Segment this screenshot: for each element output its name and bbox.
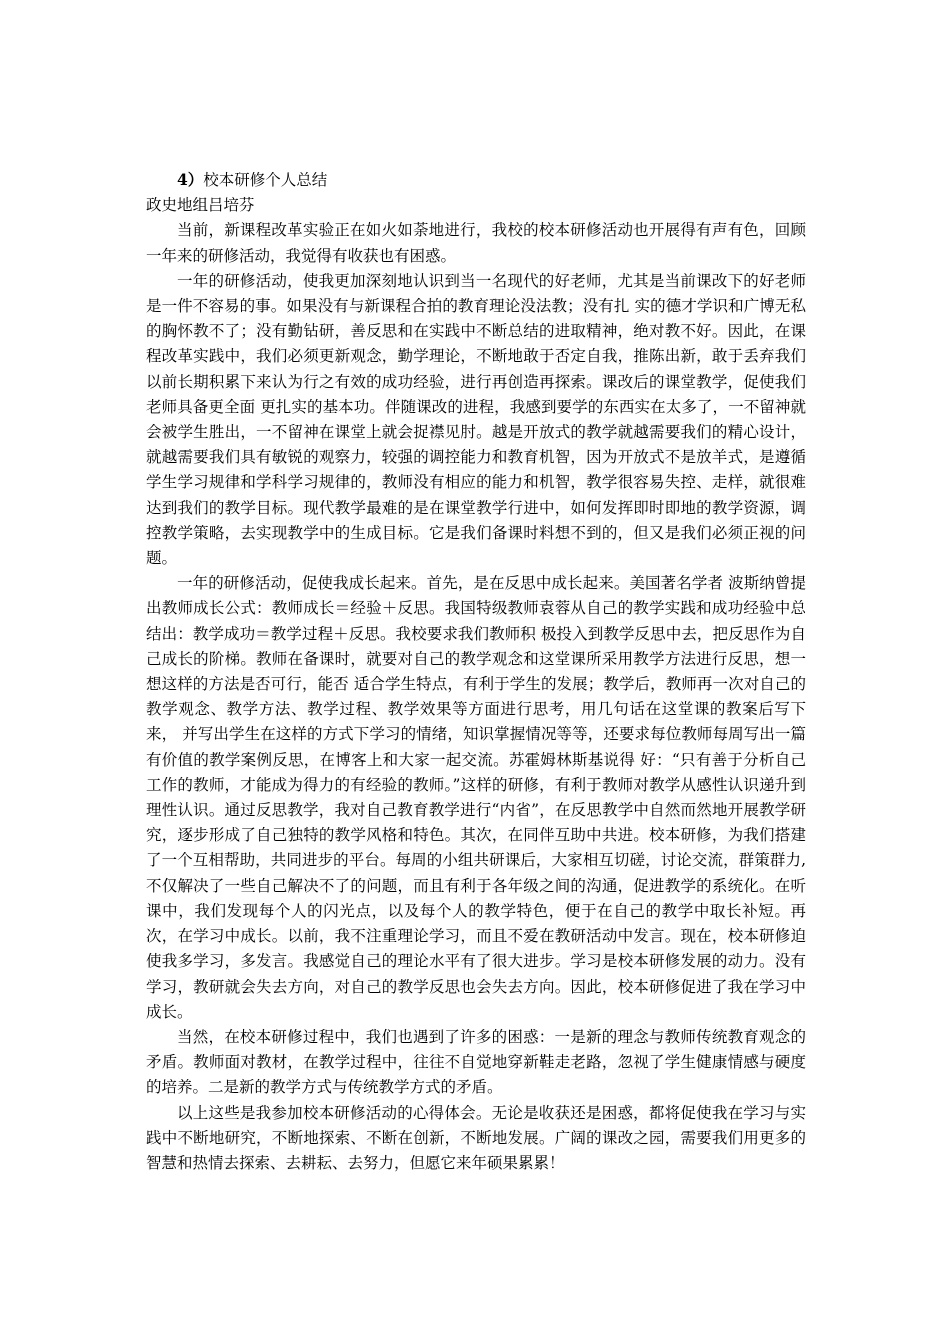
document-title: [146, 167, 806, 193]
paragraph-conclusion: 以上这些是我参加校本研修活动的心得体会。无论是收获还是困惑，都将促使我在学习与实践中不断地研究，不断地探索、不断在创新，不断地发展。广阔的课改之园，需要我们用更多的智慧和热情去探索、去耕耘、去努力，但愿它来年硕果累累！: [146, 1103, 806, 1172]
author-line: 政史地组吕培芬: [146, 196, 255, 215]
paragraph-difficulties: 当然，在校本研修过程中，我们也遇到了许多的困惑：一是新的理念与教师传统教育观念的矛盾。教师面对教材，在教学过程中，往往不自觉地穿新鞋走老路，忽视了学生健康情感与硬度的培养。二是新的教学方式与传统教学方式的矛盾。: [146, 1027, 806, 1097]
paragraph-teacher-challenge: 一年的研修活动，使我更加深刻地认识到当一名现代的好老师，尤其是当前课改下的好老师是一件不容易的事。如果没有与新课程合拍的教育理论没法教；没有扎 实的德才学识和广博无私的胸怀教不了；没有勤钻研，善反思和在实践中不断总结的进取精神，绝对教不好。因此，在课程改革实践中，我们必须更新观念，勤学理论，不断地敢于否定自我，推陈出新，敢于丢弃我们以前长期积累下来认为行之有效的成功经验，进行再创造再探索。课改后的课堂教学，促使我们老师具备更全面 更扎实的基本功。伴随课改的进程，我感到要学的东西实在太多了，一不留神就会被学生胜出，一不留神在课堂上就会捉襟见肘。越是开放式的教学就越需要我们的精心设计，就越需要我们具有敏锐的观察力，较强的调控能力和教育机智，因为开放式不是放羊式，是遵循学生学习规律和学科学习规律的，教师没有相应的能力和机智，教学很容易失控、走样，就很难达到我们的教学目标。现代教学最难的是在课堂教学行进中，如何发挥即时即地的教学资源，调控教学策略，去实现教学中的生成目标。它是我们备课时料想不到的，但又是我们必须正视的问题。: [146, 271, 806, 568]
document-body: [146, 167, 806, 1176]
title-text: 校本研修个人总结: [203, 171, 328, 189]
title-number: 4）: [177, 170, 204, 189]
paragraph-growth: 一年的研修活动，促使我成长起来。首先，是在反思中成长起来。美国著名学者 波斯纳曾提出教师成长公式：教师成长＝经验＋反思。我国特级教师袁蓉从自己的教学实践和成功经验中总结出：教学成功＝教学过程＋反思。我校要求我们教师积 极投入到教学反思中去，把反思作为自己成长的阶梯。教师在备课时，就要对自己的教学观念和这堂课所采用教学方法进行反思，想一想这样的方法是否可行，能否 适合学生特点，有利于学生的发展；教学后，教师再一次对自己的教学观念、教学方法、教学过程、教学效果等方面进行思考，用几句话在这堂课的教案后写下来， 并写出学生在这样的方式下学习的情绪，知识掌握情况等等，还要求每位教师每周写出一篇有价值的教学案例反思，在博客上和大家一起交流。苏霍姆林斯基说得 好：“只有善于分析自己工作的教师，才能成为得力的有经验的教师。”这样的研修，有利于教师对教学从感性认识递升到理性认识。通过反思教学，我对自己教育教学进行“内省”，在反思教学中自然而然地开展教学研究，逐步形成了自己独特的教学风格和特色。其次，在同伴互助中共进。校本研修，为我们搭建了一个互相帮助，共同进步的平台。每周的小组共研课后，大家相互切磋，讨论交流，群策群力,不仅解决了一些自己解决不了的问题，而且有利于各年级之间的沟通，促进教学的系统化。在听课中，我们发现每个人的闪光点，以及每个人的教学特色，便于在自己的教学中取长补短。再次，在学习中成长。以前，我不注重理论学习，而且不爱在教研活动中发言。现在，校本研修迫使我多学习，多发言。我感觉自己的理论水平有了很大进步。学习是校本研修发展的动力。没有学习，教研就会失去方向，对自己的教学反思也会失去方向。因此，校本研修促进了我在学习中成长。: [146, 574, 806, 1021]
paragraph-intro: 当前，新课程改革实验正在如火如荼地进行，我校的校本研修活动也开展得有声有色，回顾一年来的研修活动，我觉得有收获也有困惑。: [146, 221, 806, 265]
